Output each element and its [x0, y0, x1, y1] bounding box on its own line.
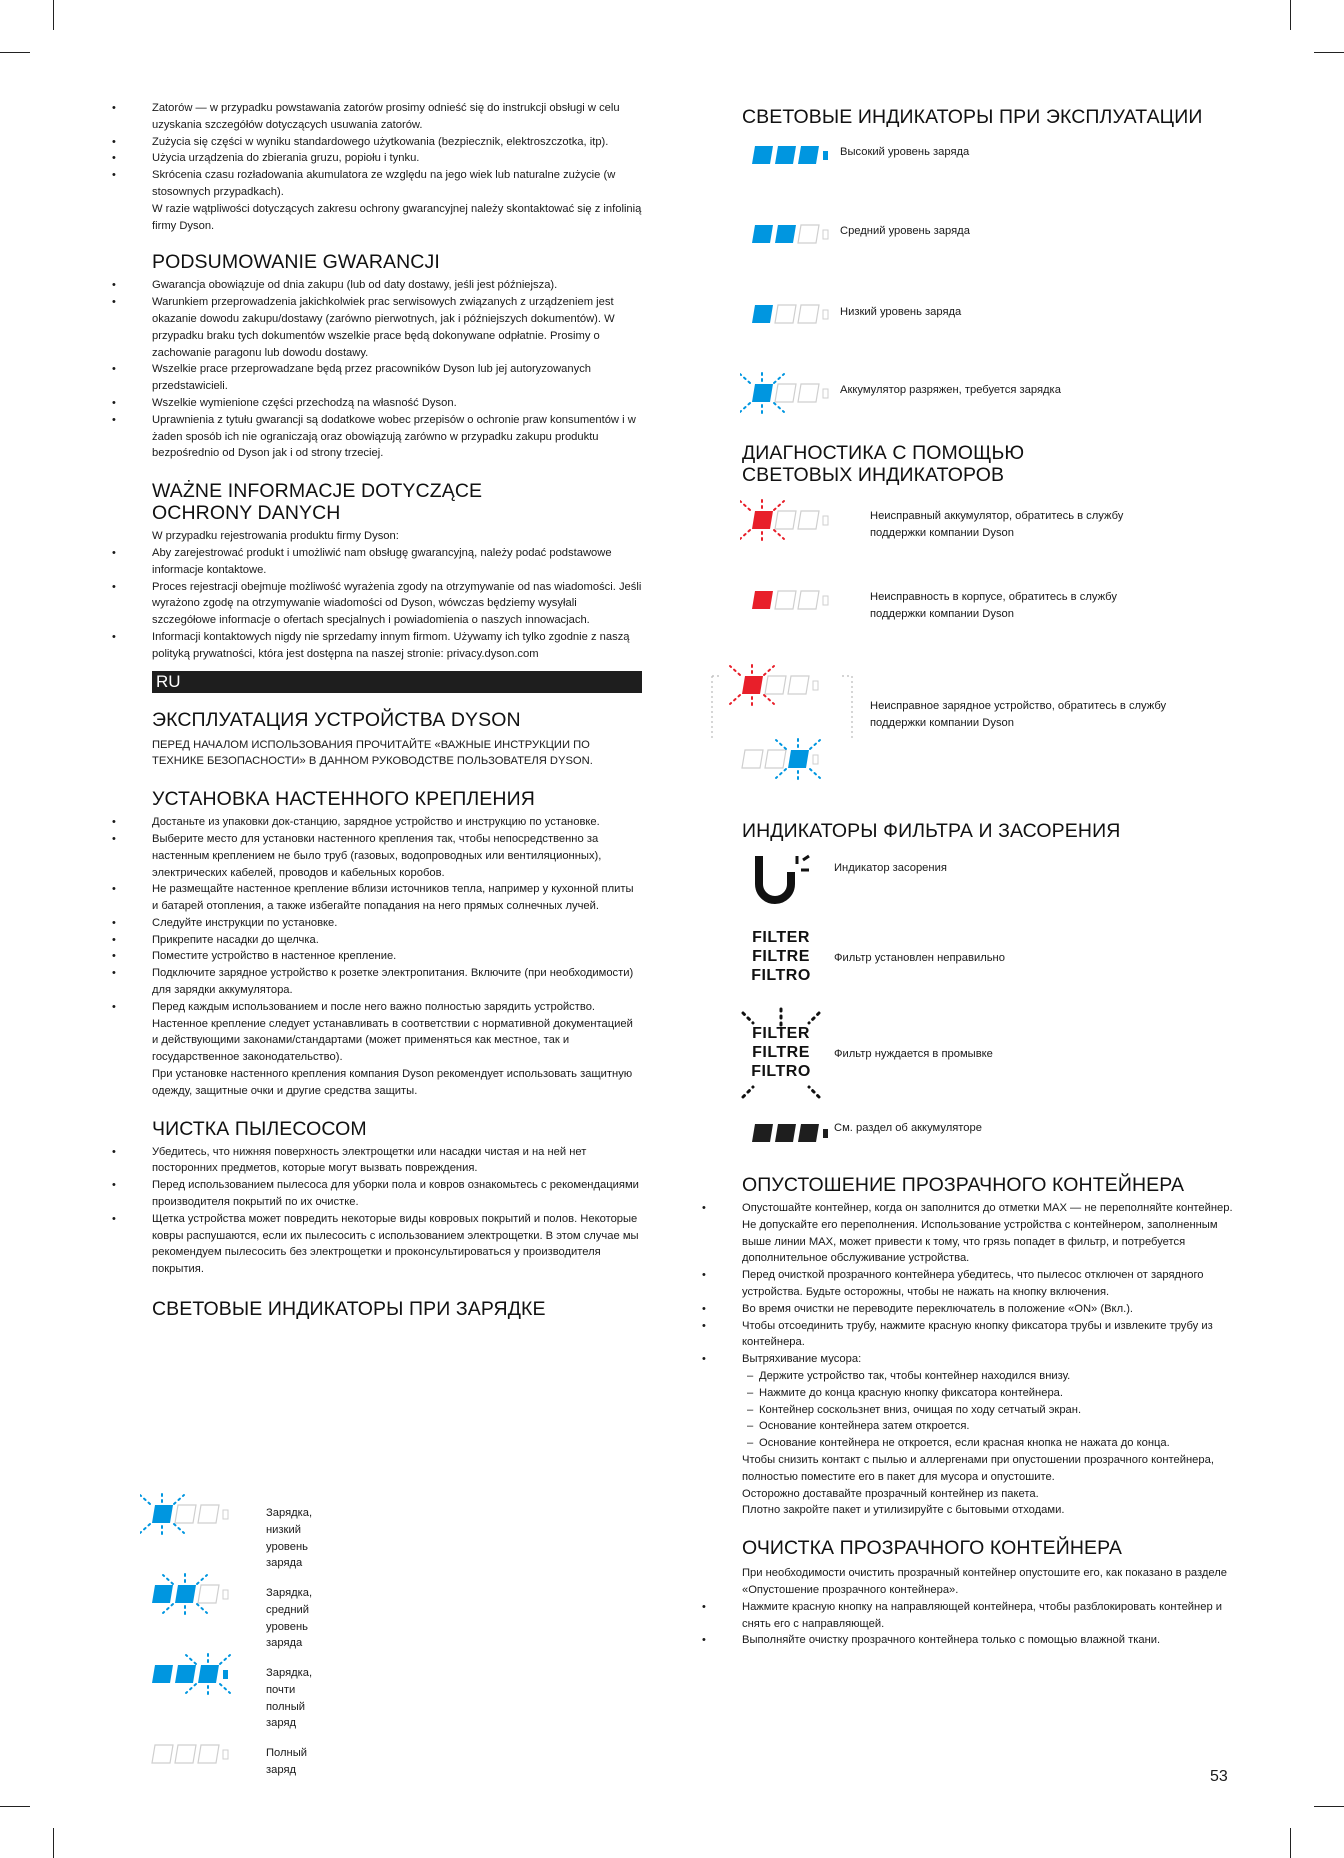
indicator-label — [870, 508, 1123, 542]
list-item: • Zużycia się części w wyniku standardowego użytkowania (bezpiecznik, elektroszczotka, itp). — [152, 134, 642, 151]
list-item: • Gwarancja obowiązuje od dnia zakupu (lub od daty dostawy, jeśli jest późniejsza). — [152, 277, 642, 294]
battery-segment — [742, 676, 763, 694]
title-line: СВЕТОВЫХ ИНДИКАТОРОВ — [742, 464, 1005, 486]
empty-dash-list — [742, 1368, 1242, 1452]
battery-segment — [152, 1665, 173, 1683]
filter-word: FILTER — [752, 1025, 810, 1042]
ustanovka-note: При установке настенного крепления компания Dyson рекомендует использовать защитную одежду, защитные очки и другие средства защиты. — [152, 1068, 633, 1097]
list-item: – Контейнер соскользнет вниз, очищая по ходу сетчатый экран. — [742, 1402, 1242, 1419]
battery-segment — [175, 1505, 196, 1523]
indicator-label: Зарядка, средний уровень заряда — [266, 1587, 313, 1650]
battery-segment — [798, 511, 819, 529]
battery-segment — [198, 1585, 219, 1603]
wazne-list — [152, 545, 642, 663]
battery-segment — [175, 1585, 196, 1603]
section-title-chistka: ЧИСТКА ПЫЛЕСОСОМ — [152, 1117, 367, 1140]
list-item: – Основание контейнера не откроется, если красная кнопка не нажата до конца. — [742, 1435, 1242, 1452]
list-item: • Proces rejestracji obejmuje możliwość wyrażenia zgody na otrzymywanie od nas wiadomości. Jeśli wyrażono zgodę na otrzymywanie wiadomości od Dyson, wówczas będziemy wysyłali szczegółowe informacje o ofertach specjalnych i powiadomienia o naszych innowacjach. — [152, 579, 642, 629]
battery-tip — [823, 389, 828, 398]
battery-segment — [175, 1745, 196, 1763]
section-title-empty: ОПУСТОШЕНИЕ ПРОЗРАЧНОГО КОНТЕЙНЕРА — [742, 1174, 1185, 1196]
label-line: Неисправный аккумулятор, обратитесь в службу — [870, 510, 1124, 522]
battery-segment — [775, 1124, 796, 1142]
section-title-operation: СВЕТОВЫЕ ИНДИКАТОРЫ ПРИ ЭКСПЛУАТАЦИИ — [742, 106, 1203, 128]
crop-mark — [1314, 1806, 1344, 1807]
battery-segment — [775, 305, 796, 323]
battery-segment — [752, 146, 773, 164]
indicator-label: Полный заряд — [266, 1747, 308, 1776]
list-item: • Подключите зарядное устройство к розетке электропитания. Включите (при необходимости) для зарядки аккумулятора. — [152, 965, 642, 999]
battery-tip — [813, 755, 818, 764]
battery-segment — [775, 146, 796, 164]
clean-text: При необходимости очистить прозрачный контейнер опустошите его, как показано в разделе «Опустошение прозрачного контейнера». — [742, 1567, 1228, 1596]
label-line: поддержки компании Dyson — [870, 716, 1014, 729]
list-item: • Wszelkie wymienione części przechodzą na własność Dyson. — [152, 395, 642, 412]
indicator-label: Низкий уровень заряда — [840, 306, 962, 318]
battery-segment — [752, 384, 773, 402]
battery-tip — [823, 151, 828, 160]
battery-segment — [788, 676, 809, 694]
section-title-wazne — [152, 480, 642, 524]
battery-segment — [798, 591, 819, 609]
list-item: • Щетка устройства может повредить некоторые виды ковровых покрытий и полов. Некоторые ковры распушаются, если их пылесосить с использованием электрощетки. В этом случае мы рекомендуем пылесосить без электрощетки и проконсультироваться у производителя покрытия. — [152, 1211, 642, 1278]
battery-segment — [152, 1745, 173, 1763]
battery-tip — [823, 1129, 828, 1138]
battery-charging-medium-icon — [140, 1564, 240, 1624]
list-item: • Опустошайте контейнер, когда он заполнится до отметки MAX — не переполняйте контейнер. Не допускайте его переполнения. Использование устройства с контейнером, заполненным выше линии MAX, может привести к тому, что грязь попадет в фильтр, и потребуется дополнительное обслуживание устройства. — [742, 1200, 1242, 1267]
battery-tip — [223, 1510, 228, 1519]
list-item: • Перед каждым использованием и после него важно полностью зарядить устройство. — [152, 999, 642, 1016]
list-item: • Прикрепите насадки до щелчка. — [152, 932, 642, 949]
section-title-clean: ОЧИСТКА ПРОЗРАЧНОГО КОНТЕЙНЕРА — [742, 1537, 1123, 1560]
battery-segment — [198, 1745, 219, 1763]
left-column — [112, 100, 642, 1320]
list-item: • Uprawnienia z tytułu gwarancji są dodatkowe wobec przepisów o ochronie praw konsumentów i w żaden sposób ich nie ograniczają oraz obowiązują zarówno w przypadku zakupu produktu bezpośrednio od Dyson jak i od strony trzeciej. — [152, 412, 642, 462]
title-line: WAŻNE INFORMACJE DOTYCZĄCE — [152, 480, 483, 503]
list-item: • Выполняйте очистку прозрачного контейнера только с помощью влажной ткани. — [742, 1632, 1242, 1649]
section-title-filter: ИНДИКАТОРЫ ФИЛЬТРА И ЗАСОРЕНИЯ — [742, 820, 1121, 842]
battery-full-icon — [140, 1724, 240, 1784]
filter-word: FILTRE — [752, 1044, 810, 1061]
list-item: • Перед очисткой прозрачного контейнера убедитесь, что пылесос отключен от зарядного устройства. Будьте осторожны, чтобы не нажать на кнопку включения. — [742, 1267, 1242, 1301]
ustanovka-list — [152, 814, 642, 1016]
page-number: 53 — [1210, 1768, 1228, 1785]
battery-segment — [765, 676, 786, 694]
list-item: • Użycia urządzenia do zbierania gruzu, popiołu i tynku. — [152, 150, 642, 167]
battery-segment — [752, 591, 773, 609]
list-item: • Aby zarejestrować produkt i umożliwić nam obsługę gwarancyjną, należy podać podstawowe informacje kontaktowe. — [152, 545, 642, 579]
battery-tip — [813, 681, 818, 690]
list-item: • Перед использованием пылесоса для уборки пола и ковров ознакомьтесь с рекомендациями производителя покрытий по их очистке. — [152, 1177, 642, 1211]
title-line: ДИАГНОСТИКА С ПОМОЩЬЮ — [742, 442, 1025, 464]
battery-tip — [823, 596, 828, 605]
title-line: OCHRONY DANYCH — [152, 502, 341, 525]
label-line: Неисправность в корпусе, обратитесь в службу — [870, 591, 1117, 603]
language-bar: RU — [152, 671, 642, 693]
podsumowanie-list — [152, 277, 642, 462]
list-item: • Достаньте из упаковки док-станцию, зарядное устройство и инструкцию по установке. — [152, 814, 642, 831]
list-item: • Вытряхивание мусора: — [742, 1351, 1242, 1368]
chistka-list — [152, 1144, 642, 1278]
crop-mark — [1314, 52, 1344, 53]
battery-segment — [775, 384, 796, 402]
section-title-podsumowanie: PODSUMOWANIE GWARANCJI — [152, 251, 440, 274]
label-line: Неисправное зарядное устройство, обратитесь в службу — [870, 700, 1167, 712]
battery-segment — [798, 305, 819, 323]
indicator-label: Фильтр нуждается в промывке — [834, 1048, 993, 1060]
list-item: • Wszelkie prace przeprowadzane będą przez pracowników Dyson lub jej autoryzowanych przedstawicieli. — [152, 361, 642, 395]
list-item: • Zatorów — w przypadku powstawania zatorów prosimy odnieść się do instrukcji obsługi w celu uzyskania szczegółów dotyczących usuwania zatorów. — [152, 100, 642, 134]
clean-list — [742, 1599, 1242, 1649]
list-item: – Нажмите до конца красную кнопку фиксатора контейнера. — [742, 1385, 1242, 1402]
battery-tip — [823, 516, 828, 525]
indicator-label: Зарядка, почти полный заряд — [266, 1667, 313, 1730]
battery-low-icon — [740, 284, 840, 344]
battery-charging-low-icon — [140, 1484, 240, 1544]
crop-mark — [0, 1806, 30, 1807]
label-line: поддержки компании Dyson — [870, 526, 1014, 539]
filter-word: FILTRO — [751, 967, 811, 984]
intro-bullet-list — [152, 100, 642, 201]
battery-segment — [198, 1665, 219, 1683]
battery-segment — [775, 591, 796, 609]
label-line: поддержки компании Dyson — [870, 607, 1014, 620]
battery-high-icon — [740, 125, 840, 185]
crop-mark — [53, 1828, 54, 1858]
battery-segment — [742, 750, 763, 768]
battery-tip — [223, 1590, 228, 1599]
crop-mark — [0, 52, 30, 53]
warranty-note: W razie wątpliwości dotyczących zakresu ochrony gwarancyjnej należy skontaktować się z infolinią firmy Dyson. — [152, 202, 642, 232]
battery-segment — [752, 225, 773, 243]
list-item: • Поместите устройство в настенное крепление. — [152, 948, 642, 965]
crop-mark — [1290, 1828, 1291, 1858]
list-item: • Skrócenia czasu rozładowania akumulatora ze względu na jego wiek lub naturalne zużycie (w stosownych przypadkach). — [152, 167, 642, 201]
battery-tip — [823, 230, 828, 239]
empty-note: Чтобы снизить контакт с пылью и аллергенами при опустошении прозрачного контейнера, полностью поместите его в пакет для мусора и опустошите. — [742, 1453, 1214, 1483]
battery-segment — [752, 511, 773, 529]
list-item: • Не размещайте настенное крепление вблизи источников тепла, например у кухонной плиты и батарей отопления, а также избегайте попадания на него прямых солнечных лучей. — [152, 881, 642, 915]
empty-note: Осторожно доставайте прозрачный контейнер из пакета. — [742, 1487, 1039, 1500]
filter-word: FILTRE — [752, 948, 810, 965]
filter-word: FILTRO — [751, 1063, 811, 1080]
indicator-label — [870, 589, 1117, 623]
battery-segment — [775, 511, 796, 529]
list-item: – Держите устройство так, чтобы контейнер находился внизу. — [742, 1368, 1242, 1385]
body-fault-icon — [740, 570, 840, 630]
battery-charging-nearly-full-icon — [140, 1644, 240, 1704]
section-title-ustanovka: УСТАНОВКА НАСТЕННОГО КРЕПЛЕНИЯ — [152, 788, 535, 811]
battery-empty-icon — [740, 363, 840, 423]
battery-tip — [223, 1670, 228, 1679]
section-title-ekspl: ЭКСПЛУАТАЦИЯ УСТРОЙСТВА DYSON — [152, 708, 521, 731]
battery-segment — [798, 146, 819, 164]
battery-segment — [152, 1505, 173, 1523]
battery-segment — [798, 225, 819, 243]
list-item: • Убедитесь, что нижняя поверхность электрощетки или насадки чистая и на ней нет посторонних предметов, которые могут вызвать повреждения. — [152, 1144, 642, 1178]
empty-note: Плотно закройте пакет и утилизируйте с бытовыми отходами. — [742, 1504, 1065, 1517]
list-item: – Основание контейнера затем откроется. — [742, 1418, 1242, 1435]
filter-wash-icon — [742, 1024, 820, 1081]
list-item: • Informacji kontaktowych nigdy nie sprzedamy innym firmom. Używamy ich tylko zgodnie z naszą polityką prywatności, która jest dostępna na naszej stronie: privacy.dyson.com — [152, 629, 642, 663]
battery-segment — [765, 750, 786, 768]
battery-segment — [752, 1124, 773, 1142]
charger-fault-icon — [700, 646, 860, 786]
list-item: • Чтобы отсоединить трубу, нажмите красную кнопку фиксатора трубы и извлеките трубу из контейнера. — [742, 1318, 1242, 1352]
battery-segment — [798, 1124, 819, 1142]
battery-fault-icon — [740, 490, 840, 550]
list-item: • Следуйте инструкции по установке. — [152, 915, 642, 932]
battery-segment — [775, 225, 796, 243]
list-item: • Нажмите красную кнопку на направляющей контейнера, чтобы разблокировать контейнер и снять его с направляющей. — [742, 1599, 1242, 1633]
list-item: • Warunkiem przeprowadzenia jakichkolwiek prac serwisowych związanych z urządzeniem jest okazanie dowodu zakupu/dostawy (zarówno pierwotnych, jak i późniejszych dokumentów). W przypadku braku tych dokumentów wszelkie prace będą dokonywane odpłatnie. Prosimy o zachowanie paragonu lub dowodu dostawy. — [152, 294, 642, 361]
indicator-label: См. раздел об аккумуляторе — [834, 1122, 982, 1134]
list-item: • Выберите место для установки настенного крепления так, чтобы непосредственно за настенным креплением не было труб (газовых, водопроводных или вентиляционных), электрических кабелей, проводов и кабельных коробов. — [152, 831, 642, 881]
indicator-label: Высокий уровень заряда — [840, 146, 970, 158]
blockage-icon — [745, 852, 815, 912]
filter-wrong-icon — [742, 928, 820, 985]
battery-tip — [223, 1750, 228, 1759]
filter-word: FILTER — [752, 929, 810, 946]
indicator-label: Фильтр установлен неправильно — [834, 952, 1005, 964]
crop-mark — [53, 0, 54, 30]
battery-section-icon — [740, 1103, 840, 1163]
indicator-label: Средний уровень заряда — [840, 225, 970, 237]
battery-segment — [152, 1585, 173, 1603]
indicator-label: Зарядка, низкий уровень заряда — [266, 1507, 313, 1570]
battery-segment — [198, 1505, 219, 1523]
indicator-label: Аккумулятор разряжен, требуется зарядка — [840, 384, 1061, 396]
section-title-diag — [742, 442, 1024, 486]
battery-segment — [175, 1665, 196, 1683]
list-item: • Во время очистки не переводите переключатель в положение «ON» (Вкл.). — [742, 1301, 1242, 1318]
right-lower-column — [742, 1174, 1242, 1649]
battery-segment — [752, 305, 773, 323]
battery-segment — [798, 384, 819, 402]
indicator-label: Индикатор засорения — [834, 862, 947, 874]
indicator-label — [870, 698, 1166, 732]
ekspl-text: ПЕРЕД НАЧАЛОМ ИСПОЛЬЗОВАНИЯ ПРОЧИТАЙТЕ «ВАЖНЫЕ ИНСТРУКЦИИ ПО ТЕХНИКЕ БЕЗОПАСНОСТИ» В ДАННОМ РУКОВОДСТВЕ ПОЛЬЗОВАТЕЛЯ DYSON. — [152, 738, 593, 768]
crop-mark — [1290, 0, 1291, 30]
ustanovka-note: Настенное крепление следует устанавливать в соответствии с нормативной документацией и действующими законами/стандартами (может применяться как местное, так и государственное законодательство). — [152, 1017, 633, 1064]
battery-medium-icon — [740, 204, 840, 264]
empty-list — [742, 1200, 1242, 1368]
battery-segment — [788, 750, 809, 768]
battery-tip — [823, 310, 828, 319]
section-title-charging: СВЕТОВЫЕ ИНДИКАТОРЫ ПРИ ЗАРЯДКЕ — [152, 1298, 546, 1321]
wazne-lead: W przypadku rejestrowania produktu firmy Dyson: — [152, 530, 399, 543]
